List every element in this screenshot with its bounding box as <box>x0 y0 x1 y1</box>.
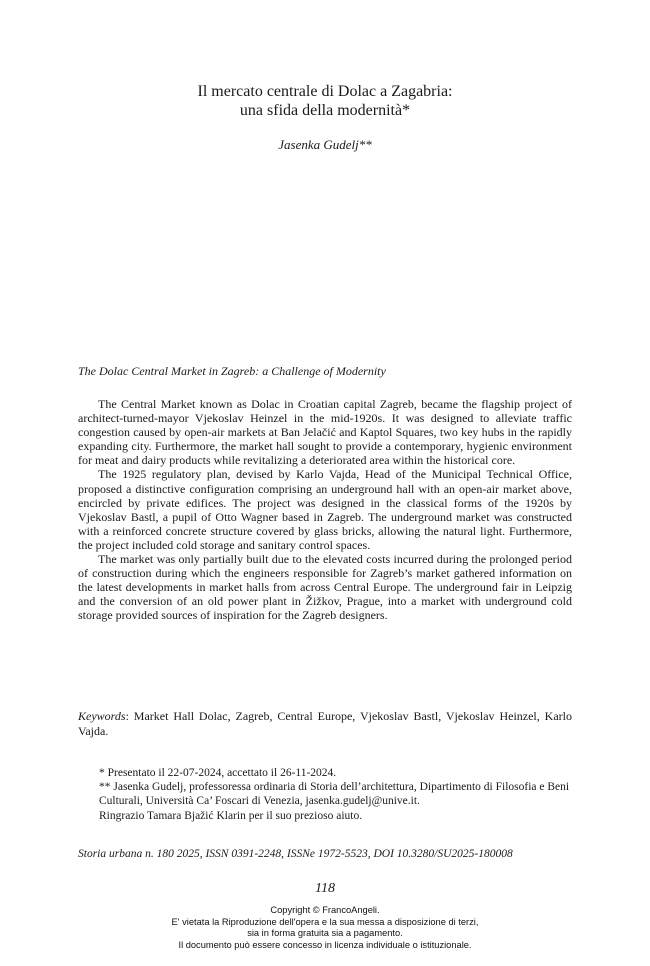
copyright-notice <box>0 905 650 951</box>
keywords-text: : Market Hall Dolac, Zagreb, Central Europe, Vjekoslav Bastl, Vjekoslav Heinzel, Karlo Vajda. <box>78 709 572 738</box>
page-number: 118 <box>315 881 335 896</box>
journal-citation: Storia urbana n. 180 2025, ISSN 0391-2248, ISSNe 1972-5523, DOI 10.3280/SU2025-180008 <box>78 848 513 860</box>
keywords-block <box>78 709 572 738</box>
abstract-body <box>78 397 572 623</box>
footnote-author-affiliation: ** Jasenka Gudelj, professoressa ordinaria di Storia dell’architettura, Dipartimento di Filosofia e Beni Culturali, Università Ca’ Foscari di Venezia, jasenka.gudelj@unive.it. <box>99 781 570 808</box>
article-title-line-2: una sfida della modernità* <box>239 102 411 119</box>
footnote-acknowledgement: Ringrazio Tamara Bjažić Klarin per il suo prezioso aiuto. <box>99 809 363 822</box>
abstract-paragraph-1: The Central Market known as Dolac in Croatian capital Zagreb, became the flagship project of architect-turned-mayor Vjekoslav Heinzel in the mid-1920s. It was designed to alleviate traffic congestion caused by open-air markets at Ban Jelačić and Kaptol Squares, two key hubs in the rapidly expanding city. Furthermore, the market hall sought to provide a contemporary, hygienic environment for meat and dairy products while revitalizing a deteriorated area within the historical core. <box>78 397 572 468</box>
article-title-line-1: Il mercato centrale di Dolac a Zagabria: <box>197 83 453 100</box>
copyright-line-3: sia in forma gratuita sia a pagamento. <box>247 928 403 939</box>
footnotes <box>78 766 572 823</box>
article-title <box>60 82 590 120</box>
copyright-line-1: Copyright © FrancoAngeli. <box>270 905 380 915</box>
abstract-title: The Dolac Central Market in Zagreb: a Challenge of Modernity <box>78 364 386 378</box>
copyright-line-4: Il documento può essere concesso in licenza individuale o istituzionale. <box>178 939 472 950</box>
copyright-line-2: E' vietata la Riproduzione dell'opera e la sua messa a disposizione di terzi, <box>171 916 479 927</box>
footnote-submission: * Presentato il 22-07-2024, accettato il 26-11-2024. <box>99 767 337 779</box>
abstract-paragraph-3: The market was only partially built due to the elevated costs incurred during the prolonged period of construction during which the engineers responsible for Zagreb’s market gathered information on the latest developments in market halls from across Central Europe. The underground fair in Leipzig and the conversion of an old power plant in Žižkov, Prague, into a market with underground cold storage provided sources of inspiration for the Zagreb designers. <box>78 552 572 623</box>
article-author: Jasenka Gudelj** <box>278 137 372 152</box>
keywords-line <box>78 709 572 738</box>
keywords-label: Keywords <box>78 709 126 723</box>
abstract-paragraph-2: The 1925 regulatory plan, devised by Karlo Vajda, Head of the Municipal Technical Office, proposed a distinctive configuration comprising an underground hall with an open-air market above, encircled by private edifices. The project was designed in the classical forms of the 1920s by Vjekoslav Bastl, a pupil of Otto Wagner based in Zagreb. The underground market was constructed with a reinforced concrete structure covered by glass bricks, allowing the natural light. Furthermore, the project included cold storage and sanitary control spaces. <box>78 467 572 552</box>
